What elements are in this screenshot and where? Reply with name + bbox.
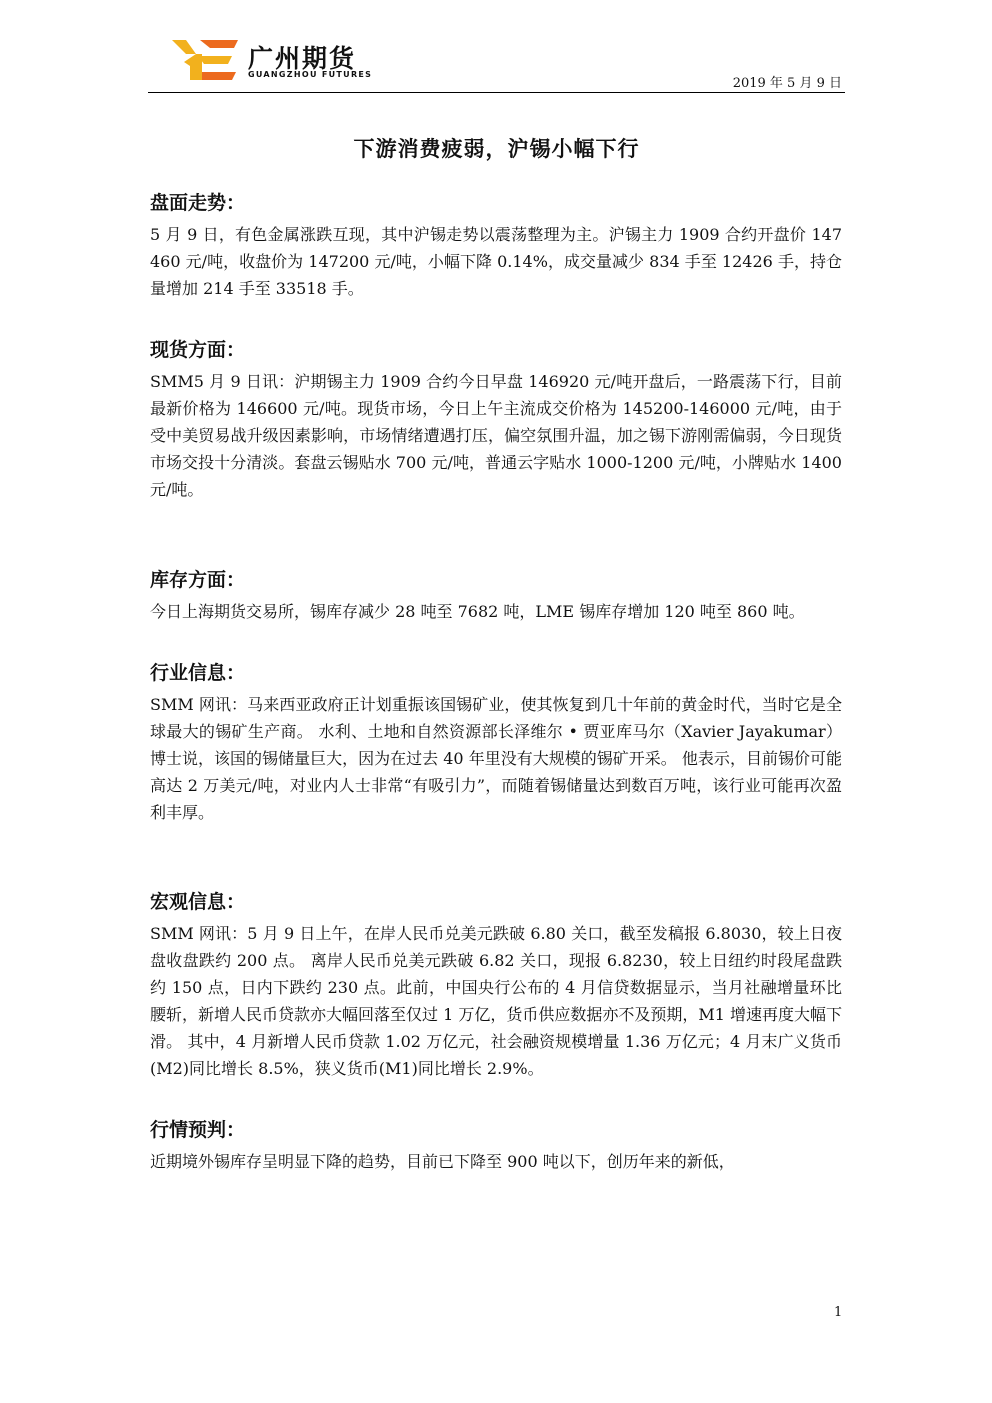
section-macro-news bbox=[150, 884, 842, 1082]
section-industry-news bbox=[150, 655, 842, 826]
section-heading: 库存方面： bbox=[150, 569, 246, 591]
brand-name-cn: 广州期货 bbox=[248, 44, 357, 73]
section-heading: 行情预判： bbox=[150, 1119, 246, 1141]
section-heading: 现货方面： bbox=[150, 339, 246, 361]
section-paragraph: 5 月 9 日，有色金属涨跌互现，其中沪锡走势以震荡整理为主。沪锡主力 1909 合约开盘价 147460 元/吨，收盘价为 147200 元/吨，小幅下降 0.14%，成交量减少 834 手至 12426 手，持仓量增加 214 手至 33518 手。 bbox=[150, 225, 842, 298]
company-logo bbox=[172, 38, 382, 84]
section-spot bbox=[150, 332, 842, 503]
section-paragraph: SMM 网讯：5 月 9 日上午，在岸人民币兑美元跌破 6.80 关口，截至发稿报 6.8030，较上日夜盘收盘跌约 200 点。 离岸人民币兑美元跌破 6.82 关口，现报 6.8230，较上日纽约时段尾盘跌约 150 点，日内下跌约 230 点。此前，中国央行公布的 4 月信贷数据显示，当月社融增量环比腰斩，新增人民币贷款亦大幅回落至仅过 1 万亿，货币供应数据亦不及预期，M1 增速再度大幅下滑。 其中，4 月新增人民币贷款 1.02 万亿元，社会融资规模增量 1.36 万亿元；4 月末广义货币(M2)同比增长 8.5%，狭义货币(M1)同比增长 2.9%。 bbox=[150, 924, 843, 1078]
section-heading: 盘面走势： bbox=[150, 192, 246, 214]
section-outlook bbox=[150, 1112, 842, 1175]
section-paragraph: SMM 网讯：马来西亚政府正计划重振该国锡矿业，使其恢复到几十年前的黄金时代，当时它是全球最大的锡矿生产商。 水利、土地和自然资源部长泽维尔 • 贾亚库马尔（Xavier Jayakumar）博士说，该国的锡储量巨大，因为在过去 40 年里没有大规模的锡矿开采。 他表示，目前锡价可能高达 2 万美元/吨，对业内人士非常“有吸引力”，而随着锡储量达到数百万吨，该行业可能再次盈利丰厚。 bbox=[150, 695, 842, 822]
logo-mark-icon bbox=[172, 38, 240, 82]
section-paragraph: SMM5 月 9 日讯：沪期锡主力 1909 合约今日早盘 146920 元/吨开盘后，一路震荡下行，目前最新价格为 146600 元/吨。现货市场，今日上午主流成交价格为 145200-146000 元/吨，由于受中美贸易战升级因素影响，市场情绪遭遇打压，偏空氛围升温，加之锡下游刚需偏弱，今日现货市场交投十分清淡。套盘云锡贴水 700 元/吨，普通云字贴水 1000-1200 元/吨，小牌贴水 1400 元/吨。 bbox=[150, 372, 842, 499]
document-body bbox=[150, 185, 842, 1175]
document-title: 下游消费疲弱，沪锡小幅下行 bbox=[353, 137, 640, 161]
section-paragraph: 近期境外锡库存呈明显下降的趋势，目前已下降至 900 吨以下，创历年来的新低， bbox=[150, 1152, 735, 1171]
section-paragraph: 今日上海期货交易所，锡库存减少 28 吨至 7682 吨，LME 锡库存增加 120 吨至 860 吨。 bbox=[150, 602, 805, 621]
section-market-trend bbox=[150, 185, 842, 302]
section-heading: 行业信息： bbox=[150, 662, 246, 684]
section-inventory bbox=[150, 562, 842, 625]
report-date: 2019 年 5 月 9 日 bbox=[732, 76, 842, 91]
section-heading: 宏观信息： bbox=[150, 891, 246, 913]
page-number: 1 bbox=[834, 1305, 843, 1320]
header-divider bbox=[148, 92, 845, 93]
brand-name-en: GUANGZHOU FUTURES bbox=[248, 70, 373, 79]
